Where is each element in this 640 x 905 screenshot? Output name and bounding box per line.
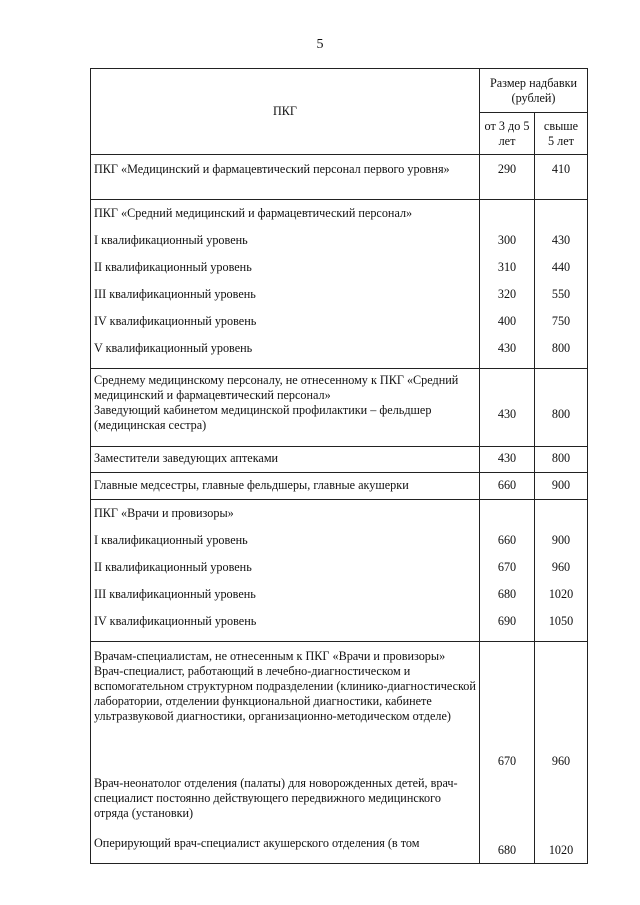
level-value: 960 <box>551 560 571 574</box>
level-label: I квалификационный уровень <box>94 233 248 247</box>
level-label: II квалификационный уровень <box>94 560 252 574</box>
level-label: II квалификационный уровень <box>94 260 252 274</box>
level-label: IV квалификационный уровень <box>94 614 257 628</box>
row-value: 960 <box>551 754 571 768</box>
level-value: 680 <box>497 587 517 601</box>
level-label: I квалификационный уровень <box>94 533 248 547</box>
row-values-from-3 <box>480 642 535 864</box>
level-value: 430 <box>551 233 571 247</box>
row-value-over-5: 410 <box>535 155 588 200</box>
level-value: 310 <box>497 260 517 274</box>
row-value-over-5: 900 <box>535 473 588 500</box>
row-value-from-3: 290 <box>480 155 535 200</box>
row-label: Среднему медицинскому персоналу, не отнесенному к ПКГ «Средний медицинский и фармацевтический персонал» <box>94 373 459 402</box>
header-allowance: Размер надбавки (рублей) <box>480 69 588 113</box>
row-sublabel: Заведующий кабинетом медицинской профилактики – фельдшер (медицинская сестра) <box>94 403 432 432</box>
row-value-from-3: 430 <box>480 369 535 447</box>
level-value: 690 <box>497 614 517 628</box>
header-from-3-to-5: от 3 до 5 лет <box>480 113 535 155</box>
row-values-over-5 <box>535 642 588 864</box>
row-sublabel: Врач-неонатолог отделения (палаты) для новорожденных детей, врач-специалист постоянно действующего передвижного медицинского отряда (установки) <box>94 776 458 820</box>
level-value: 400 <box>497 314 517 328</box>
group-title: ПКГ «Средний медицинский и фармацевтический персонал» <box>94 206 413 220</box>
row-sublabel: Оперирующий врач-специалист акушерского отделения (в том <box>94 836 420 850</box>
level-value: 750 <box>551 314 571 328</box>
row-value: 670 <box>497 754 517 768</box>
level-value: 900 <box>551 533 571 547</box>
page-number: 5 <box>316 37 324 52</box>
group-values-over-5 <box>535 500 588 642</box>
level-value: 430 <box>497 341 517 355</box>
level-label: IV квалификационный уровень <box>94 314 257 328</box>
level-value: 440 <box>551 260 571 274</box>
allowance-table <box>90 68 588 864</box>
group-values-over-5 <box>535 200 588 369</box>
row-label: ПКГ «Медицинский и фармацевтический персонал первого уровня» <box>91 155 480 200</box>
group-cell <box>91 500 480 642</box>
group-title: ПКГ «Врачи и провизоры» <box>94 506 234 520</box>
level-label: V квалификационный уровень <box>94 341 253 355</box>
row-label: Главные медсестры, главные фельдшеры, главные акушерки <box>91 473 480 500</box>
group-values-from-3 <box>480 200 535 369</box>
level-value: 660 <box>497 533 517 547</box>
row-sublabel: Врач-специалист, работающий в лечебно-диагностическом и вспомогательном структурном подразделении (клинико-диагностической лаборатории, отделении функциональной диагностики, кабинете ультразвуковой диагностики, организационно-методическом отделе) <box>94 664 476 723</box>
row-value: 1020 <box>548 843 574 857</box>
header-pkg: ПКГ <box>91 69 480 155</box>
row-title: Врачам-специалистам, не отнесенным к ПКГ «Врачи и провизоры» <box>94 649 446 663</box>
group-values-from-3 <box>480 500 535 642</box>
row-label: Заместители заведующих аптеками <box>91 447 480 473</box>
level-value: 320 <box>497 287 517 301</box>
level-value: 1050 <box>548 614 574 628</box>
level-value: 300 <box>497 233 517 247</box>
group-cell <box>91 200 480 369</box>
row-value-over-5: 800 <box>535 447 588 473</box>
header-over-5: свыше 5 лет <box>535 113 588 155</box>
level-value: 670 <box>497 560 517 574</box>
level-label: III квалификационный уровень <box>94 287 256 301</box>
level-value: 550 <box>551 287 571 301</box>
row-value: 680 <box>497 843 517 857</box>
row-cell <box>91 642 480 864</box>
row-value-from-3: 660 <box>480 473 535 500</box>
row-value-over-5: 800 <box>535 369 588 447</box>
level-value: 1020 <box>548 587 574 601</box>
level-label: III квалификационный уровень <box>94 587 256 601</box>
row-value-from-3: 430 <box>480 447 535 473</box>
row-cell <box>91 369 480 447</box>
level-value: 800 <box>551 341 571 355</box>
